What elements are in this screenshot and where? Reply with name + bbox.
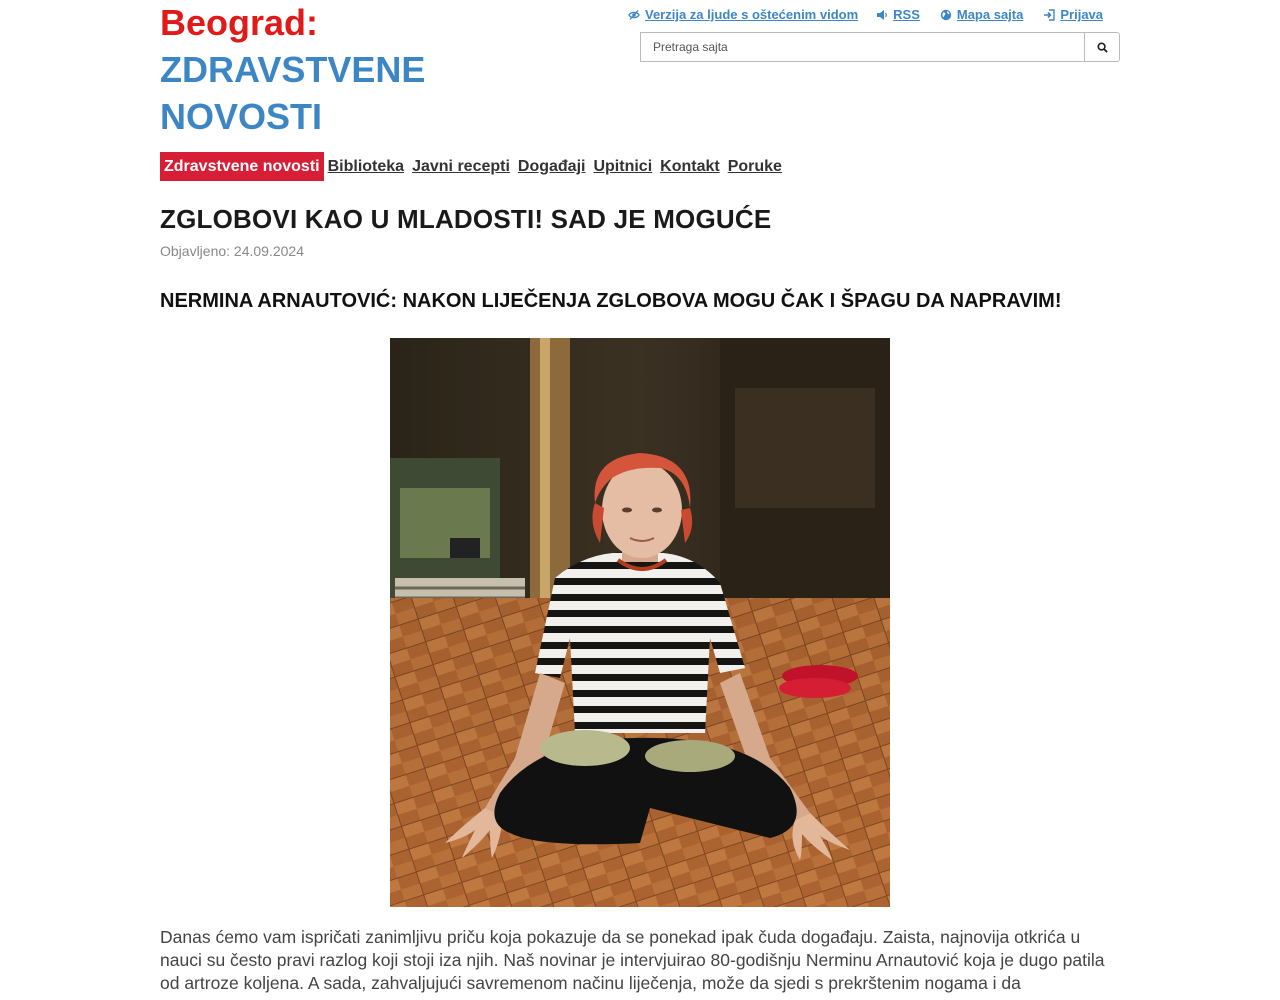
globe-icon: [940, 9, 952, 21]
nav-item-kontakt[interactable]: Kontakt: [660, 158, 720, 175]
rss-icon: [876, 9, 888, 21]
published-date: Objavljeno: 24.09.2024: [160, 243, 304, 259]
eye-icon: [628, 9, 640, 21]
logo-title-line2: NOVOSTI: [160, 96, 323, 137]
login-icon: [1043, 9, 1055, 21]
search-input[interactable]: [640, 32, 1084, 62]
utility-links: [628, 7, 1103, 22]
login-link[interactable]: [1043, 7, 1103, 22]
search-button[interactable]: [1084, 32, 1120, 62]
article-title: ZGLOBOVI KAO U MLADOSTI! SAD JE MOGUĆE: [160, 204, 772, 234]
site-logo[interactable]: [160, 0, 425, 140]
nav-item-javni-recepti[interactable]: Javni recepti: [412, 158, 510, 175]
search-icon: [1097, 42, 1108, 53]
rss-link-label: RSS: [893, 7, 920, 22]
main-nav: [160, 152, 790, 181]
nav-item-poruke[interactable]: Poruke: [727, 158, 782, 175]
sitemap-link-label: Mapa sajta: [956, 7, 1024, 22]
sitemap-link[interactable]: [940, 7, 1023, 22]
logo-title-line1: ZDRAVSTVENE: [160, 49, 426, 90]
article-photo: [390, 338, 890, 907]
nav-item-upitnici[interactable]: Upitnici: [593, 158, 653, 175]
login-link-label: Prijava: [1060, 7, 1104, 22]
accessibility-link-label: Verzija za ljude s oštećenim vidom: [645, 7, 859, 22]
rss-link[interactable]: [876, 7, 920, 22]
logo-city: Beograd:: [160, 2, 319, 43]
nav-item-biblioteka[interactable]: Biblioteka: [327, 158, 405, 175]
accessibility-link[interactable]: [628, 7, 858, 22]
article-subtitle: NERMINA ARNAUTOVIĆ: NAKON LIJEČENJA ZGLOBOVA MOGU ČAK I ŠPAGU DA NAPRAVIM!: [160, 290, 1062, 312]
article-body: Danas ćemo vam ispričati zanimljivu priču koja pokazuje da se ponekad ipak čuda događaju. Zaista, najnovija otkrića u nauci su često pravi razlog koji stoji iza njih. Naš novinar je intervjuirao 80-godišnju Nerminu Arnautović koja je dugo patila od artroze koljena. A sada, zahvaljujući savremenom načinu liječenja, može da sjedi s prekrštenim nogama i da: [160, 927, 1105, 993]
nav-item-zdravstvene-novosti[interactable]: Zdravstvene novosti: [160, 152, 324, 181]
nav-item-dogadjaji[interactable]: Događaji: [517, 158, 586, 175]
